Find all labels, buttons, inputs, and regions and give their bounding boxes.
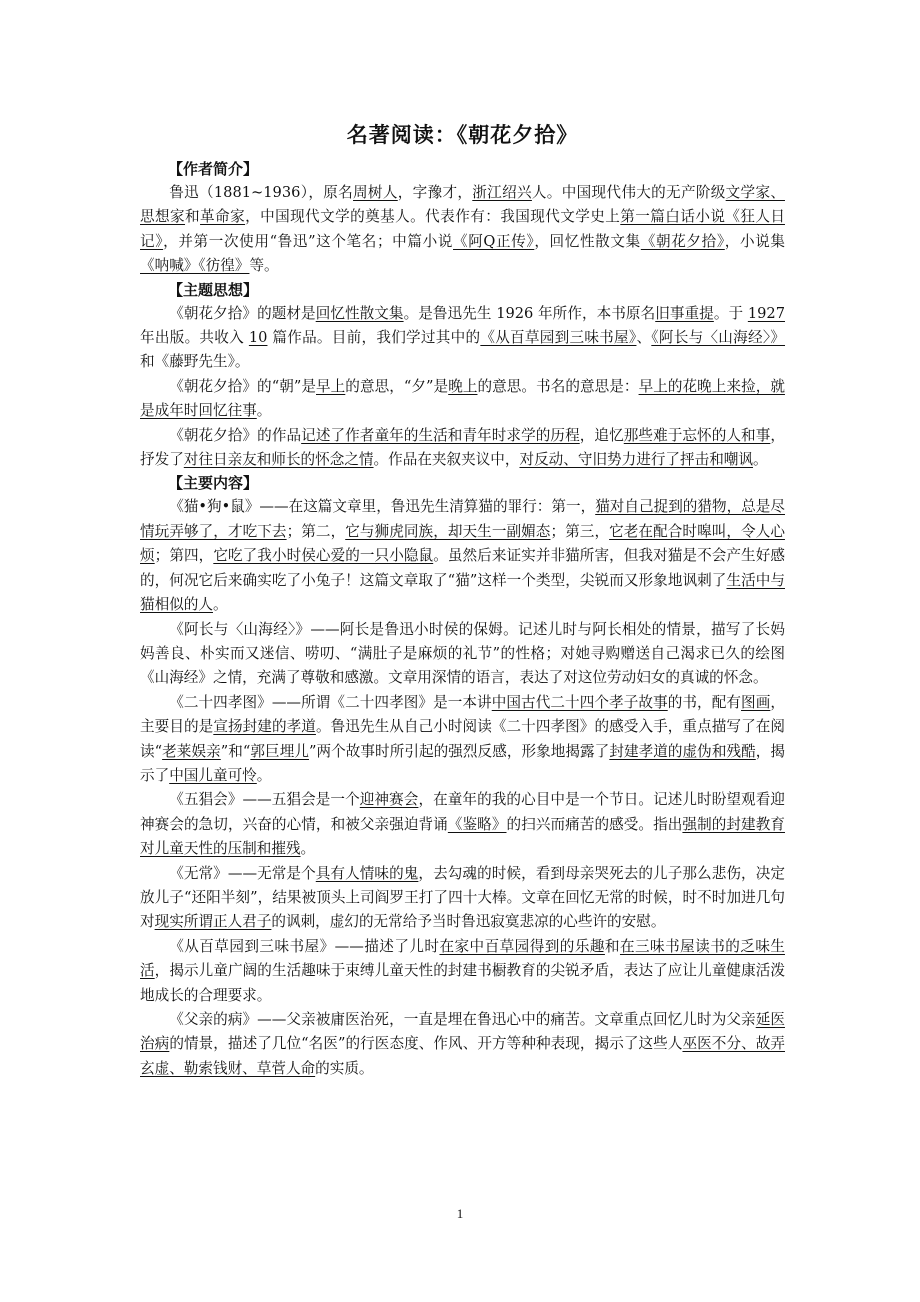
text-run: 的情景，描述了几位“名医”的行医态度、作风、开方等种种表现，揭示了这些人 xyxy=(169,1035,683,1053)
text-run: 和《藤野先生》。 xyxy=(140,353,250,371)
underlined-text: 《呐喊》《彷徨》 xyxy=(140,257,250,275)
content-paragraph-24-filial xyxy=(140,691,785,789)
content-paragraph-wuchang-fair xyxy=(140,788,785,861)
underlined-text: 浙江绍兴 xyxy=(472,184,532,201)
theme-paragraph-3 xyxy=(140,424,785,473)
text-run: 。作品在夹叙夹议中， xyxy=(373,451,520,469)
text-run: 。鲁迅先生从自己小时阅读《二十四孝图》的感受入手，重点描写了在阅读“ xyxy=(140,718,785,760)
text-run: ，在童年的我的心目中是一个节日。记述儿时盼望观看迎神赛会的急切，兴奋的心情，和被父亲强迫背诵 xyxy=(140,791,785,833)
text-run: ；第三， xyxy=(550,522,610,540)
author-paragraph xyxy=(140,181,785,279)
text-run: ，揭示儿童广阔的生活趣味于束缚儿童天性的封建书橱教育的尖锐矛盾，表达了应让儿童健康活泼地成长的合理要求。 xyxy=(140,962,785,1004)
text-run: 。 xyxy=(256,766,272,784)
text-run: ，并第一次使用“鲁迅”这个笔名；中篇小说 xyxy=(163,232,454,250)
text-run: 《朝花夕拾》的“朝”是 xyxy=(169,377,316,395)
underlined-text: 迎神赛会 xyxy=(359,791,419,809)
underlined-text: 宣扬封建的孝道 xyxy=(213,718,316,736)
underlined-text: 郭巨埋儿 xyxy=(250,742,309,760)
text-run: 《从百草园到三味书屋》——描述了儿时 xyxy=(169,937,440,955)
text-run: ”和“ xyxy=(220,742,251,760)
underlined-text: 第一篇白话小说《狂人日记》 xyxy=(140,208,785,250)
underlined-text: 在三味书屋读书的乏味生活 xyxy=(140,937,785,980)
text-run: 。于 xyxy=(713,304,748,322)
section-heading-content: 【主要内容】 xyxy=(168,474,259,493)
underlined-text: 那些难于忘怀的人和事 xyxy=(623,426,771,444)
theme-paragraph-2 xyxy=(140,375,785,424)
section-heading-author: 【作者简介】 xyxy=(168,160,259,178)
underlined-text: 中国儿童可怜 xyxy=(169,766,257,784)
content-paragraph-baicaoyuan xyxy=(140,935,785,1008)
document-page xyxy=(140,118,785,1081)
underlined-text: 革命家 xyxy=(200,208,246,226)
text-run: ，小说集 xyxy=(724,232,785,250)
content-paragraph-wuchang xyxy=(140,862,785,935)
text-run: 《五猖会》——五猖会是一个 xyxy=(169,791,360,809)
underlined-text: 中国古代二十四个孝子故事 xyxy=(491,693,668,711)
text-run: 《无常》——无常是个 xyxy=(169,864,316,882)
text-run: 的意思。书名的意思是： xyxy=(477,377,639,395)
underlined-text: 延医治病 xyxy=(140,1011,785,1053)
text-run: 《阿长与〈山海经〉》——阿长是鲁迅小时侯的保姆。记述儿时与阿长相处的情景，描写了长妈妈善良、朴实而又迷信、唠叨、“满肚子是麻烦的礼节”的性格；对她寻购赠送自己渴求已久的绘图《山海经》之情，充满了尊敬和感激。文章用深情的语言，表达了对这位劳动妇女的真诚的怀念。 xyxy=(140,620,785,687)
underlined-text: 1927 xyxy=(747,304,785,322)
underlined-text: 《从百草园到三味书屋》 xyxy=(480,329,637,347)
page-number: 1 xyxy=(456,1206,464,1221)
text-run: 和 xyxy=(604,937,620,955)
text-run: 和 xyxy=(185,208,201,226)
underlined-text: 《鉴略》 xyxy=(447,815,507,833)
underlined-text: 老莱娱亲 xyxy=(162,742,221,760)
underlined-text: 文学家、思想家 xyxy=(140,184,785,226)
underlined-text: 对反动、守旧势力进行了抨击和嘲讽 xyxy=(519,451,753,469)
text-run: ，中国现代文学的奠基人。代表作有：我国现代文学史上 xyxy=(245,208,621,226)
underlined-text: 《阿Q正传》 xyxy=(453,232,535,250)
text-run: ，追忆 xyxy=(579,426,624,444)
underlined-text: 它与狮虎同族，却天生一副媚态 xyxy=(345,522,551,540)
text-run: 。虽然后来证实并非猫所害，但我对猫是不会产生好感的，何况它后来确实吃了小兔子！这篇文章取了“猫”这样一个类型，尖锐而又形象地讽刺了 xyxy=(140,547,785,589)
text-run: 《朝花夕拾》的题材是 xyxy=(169,304,316,322)
theme-paragraph-1 xyxy=(140,302,785,375)
underlined-text: 具有人情味的鬼 xyxy=(315,864,419,882)
text-run: 的扫兴而痛苦的感受。指出 xyxy=(506,815,683,833)
text-run: 鲁迅（1881~1936），原名 xyxy=(169,184,354,201)
text-run: ”两个故事时所引起的强烈反感，形象地揭露了 xyxy=(308,742,610,760)
underlined-text: 它老在配合时嗥叫，令人心烦 xyxy=(140,522,785,565)
text-run: ，回忆性散文集 xyxy=(534,232,641,250)
text-run: ，揭示了 xyxy=(140,742,785,784)
section-heading-theme: 【主题思想】 xyxy=(168,280,259,299)
text-run: 《父亲的病》——父亲被庸医治死，一直是埋在鲁迅心中的痛苦。文章重点回忆儿时为父亲 xyxy=(169,1011,756,1028)
underlined-text: 封建孝道的虚伪和残酷 xyxy=(609,742,756,760)
underlined-text: 回忆性散文集 xyxy=(315,304,404,322)
underlined-text: 旧事重提 xyxy=(655,304,714,322)
text-run: 。 xyxy=(753,451,768,469)
underlined-text: 生活中与猫相似的人 xyxy=(140,571,785,614)
underlined-text: 强制的封建教育对儿童天性的压制和摧残 xyxy=(140,815,785,858)
text-run: 。 xyxy=(256,402,272,420)
text-run: 。 xyxy=(212,596,228,614)
underlined-text: 对往日亲友和师长的怀念之情 xyxy=(183,451,374,469)
text-run: 。是鲁迅先生 1926 年所作，本书原名 xyxy=(403,304,656,322)
content-paragraph-cat-dog-mouse xyxy=(140,495,785,617)
underlined-text: 《朝花夕拾》 xyxy=(640,232,725,250)
text-run: 。 xyxy=(300,840,316,858)
text-run: ，主要目的是 xyxy=(140,693,785,736)
underlined-text: 图画 xyxy=(741,693,771,711)
underlined-text: 早上 xyxy=(316,377,346,395)
text-run: ；第二， xyxy=(286,522,346,540)
text-run: 的书，配有 xyxy=(667,693,742,711)
text-run: 《猫•狗•鼠》——在这篇文章里，鲁迅先生清算猫的罪行：第一， xyxy=(169,498,596,516)
text-run: ，去勾魂的时候，看到母亲哭死去的儿子那么悲伤，决定放儿子“还阳半刻”，结果被顶头上司阎罗王打了四十大棒。文章在回忆无常的时候，时不时加进几句对 xyxy=(140,864,785,931)
text-run: 等。 xyxy=(249,257,279,275)
text-run: 《二十四孝图》——所谓《二十四孝图》是一本讲 xyxy=(169,693,492,711)
text-run: 篇作品。目前，我们学过其中的 xyxy=(267,329,481,347)
text-run: 人。中国现代伟大的无产阶级 xyxy=(531,184,726,201)
underlined-text: 记述了作者童年的生活和青年时求学的历程 xyxy=(301,426,580,444)
content-paragraph-achang xyxy=(140,618,785,691)
text-run: 年出版。共收入 xyxy=(140,329,249,347)
text-run: 的意思，“夕”是 xyxy=(345,377,449,395)
text-run: 《朝花夕拾》的作品 xyxy=(169,426,302,444)
text-run: ，字豫才， xyxy=(397,184,473,201)
text-run: ；第四， xyxy=(154,547,214,565)
underlined-text: 猫对自己捉到的猎物，总是尽情玩弄够了，才吃下去 xyxy=(140,498,785,540)
text-run: 、 xyxy=(636,329,652,347)
text-run: ，抒发了 xyxy=(140,426,785,469)
underlined-text: 周树人 xyxy=(353,184,398,201)
underlined-text: 现实所谓正人君子 xyxy=(154,913,272,931)
text-run: 的讽刺，虚幻的无常给予当时鲁迅寂寞悲凉的心些许的安慰。 xyxy=(271,913,666,931)
page-title: 名著阅读：《朝花夕拾》 xyxy=(346,123,579,147)
content-paragraph-father-illness xyxy=(140,1008,785,1081)
underlined-text: 在家中百草园得到的乐趣 xyxy=(439,937,605,955)
underlined-text: 晚上 xyxy=(448,377,478,395)
text-run: 的实质。 xyxy=(315,1059,374,1077)
underlined-text: 《阿长与〈山海经〉》 xyxy=(651,329,786,347)
underlined-text: 10 xyxy=(248,329,268,347)
underlined-text: 早上的花晚上来捡，就是成年时回忆往事 xyxy=(140,377,785,420)
underlined-text: 巫医不分、故弄玄虚、勒索钱财、草菅人命 xyxy=(140,1035,785,1077)
underlined-text: 它吃了我小时侯心爱的一只小隐鼠 xyxy=(213,547,434,565)
